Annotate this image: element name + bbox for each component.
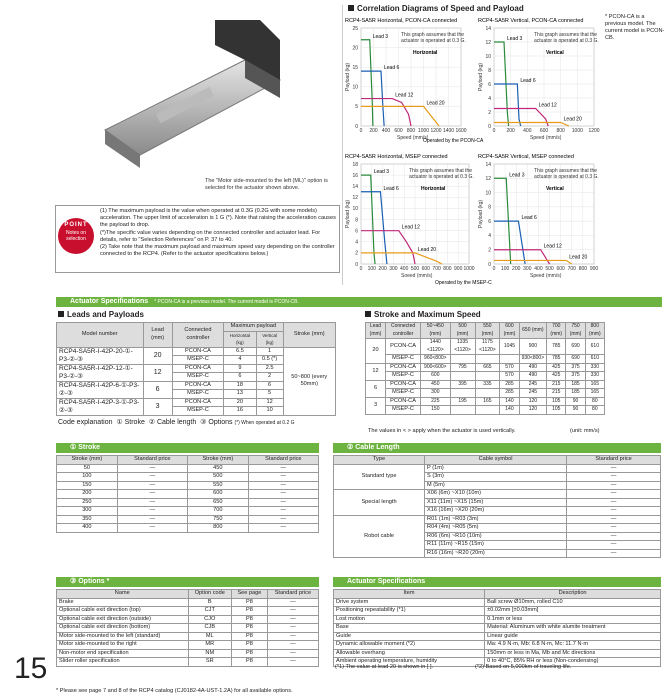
table-row: MSEP-C 16 10 bbox=[57, 407, 336, 416]
actuator-photo bbox=[95, 20, 300, 170]
y-tick-label: 6 bbox=[488, 218, 491, 225]
table-row: 150 — 550 — bbox=[57, 481, 319, 490]
table-row: Lost motion 0.1mm or less bbox=[334, 615, 661, 624]
note-2: (*)The specific value varies depending on the connected controller and actuator lead. For details, refer to "Selection References" on P. 37 to 40. bbox=[100, 229, 321, 243]
chart-title: RCP4-SA5R Vertical, PCON-CA connected bbox=[478, 18, 584, 24]
y-axis-label: Payload (kg) bbox=[478, 199, 484, 228]
y-tick-label: 8 bbox=[488, 204, 491, 211]
y-tick-label: 2 bbox=[488, 247, 491, 254]
y-axis-label: Payload (kg) bbox=[478, 62, 484, 91]
stroke-table: Stroke (mm) Standard price Stroke (mm) Standard price 50 — 450 — 100 — 500 — 150 — 550 — 200 — 600 — 250 — 650 — 300 — 700 — 350 — 750 — 400 — 800 — bbox=[56, 455, 319, 533]
x-tick-label: 700 bbox=[432, 266, 441, 272]
series-label: Lead 12 bbox=[538, 102, 557, 109]
x-tick-label: 1000 bbox=[463, 266, 475, 272]
table-row: Optional cable exit direction (top) CJT P8 — bbox=[57, 607, 319, 616]
x-axis-label: Speed (mm/s) bbox=[530, 135, 562, 141]
series-line bbox=[494, 109, 548, 127]
table-row: S (3m) — bbox=[334, 473, 661, 482]
operated-by-msep: Operated by the MSEP-C bbox=[435, 280, 492, 286]
specs-table: Item Description Drive system Ball screw Ø10mm, rolled C10 Positioning repeatability (*1) ±0.02mm [±0.03mm] Lost motion 0.1mm or less Base Material: Aluminum with white alumite treatment Guide Linear guide Dynamic allowable moment (*2) Ma: 4.9 N·m, Mb: 6.8 N·m, Mc: 11.7 N·m Allowable overhang 150mm or less in Ma, Mb and Mc directions Ambient operating temperature, humidity 0 to 40°C, 85% RH or less (Non-condensing) bbox=[333, 589, 661, 667]
page-number: 15 bbox=[14, 652, 48, 685]
options-table: Name Option code See page Standard price Brake B P8 — Optional cable exit direction (top) CJT P8 — Optional cable exit direction (outside) CJO P8 — Optional cable exit direction (bottom) CJB P8 — Motor side-mounted to the left (standard) ML P8 — Motor side-mounted to the right MR P8 — Non-motor end specification NM P8 — Slider roller specification SR P8 — bbox=[56, 589, 319, 667]
model-number: RCP4-SA5R-I-42P-3-①-P3-②-③ bbox=[57, 398, 144, 415]
y-axis-label: Payload (kg) bbox=[345, 199, 351, 228]
table-row: 12 PCON-CA 900<600> 795 665 570 490 425 375 330 bbox=[366, 363, 605, 372]
chart-note: This graph assumes that the bbox=[534, 168, 598, 174]
y-tick-label: 6 bbox=[488, 81, 491, 88]
table-row: R16 (16m) ~R20 (20m) — bbox=[334, 549, 661, 558]
x-tick-label: 800 bbox=[443, 266, 452, 272]
table-row: 400 — 800 — bbox=[57, 524, 319, 533]
table-row: RCP4-SA5R-I-42P-20-①-P3-②-③ 20 PCON-CA 6.5 1 50~800 (every 50mm) bbox=[57, 347, 336, 356]
y-tick-label: 2 bbox=[488, 109, 491, 116]
note-3: (2) Take note that the maximum payload and maximum speed vary depending on the controller connected to the RCP4. (Refer to the actuator specifications below.) bbox=[100, 244, 335, 258]
table-row: RCP4-SA5R-I-42P-6-①-P3-②-③ 6 PCON-CA 18 6 bbox=[57, 381, 336, 390]
y-tick-label: 10 bbox=[485, 53, 491, 60]
table-row: Allowable overhang 150mm or less in Ma, Mb and Mc directions bbox=[334, 649, 661, 658]
model-number: RCP4-SA5R-I-42P-12-①-P3-②-③ bbox=[57, 364, 144, 381]
x-tick-label: 600 bbox=[556, 266, 565, 272]
series-label: Lead 3 bbox=[372, 33, 389, 40]
table-row: MSEP-C 150 140 120 105 90 80 bbox=[366, 406, 605, 415]
correlation-heading: Correlation Diagrams of Speed and Payload bbox=[348, 4, 524, 13]
x-tick-label: 1200 bbox=[588, 128, 600, 134]
series-label: Lead 20 bbox=[569, 254, 588, 261]
stroke-speed-table: Lead (mm) Connected controller 50~450 (mm) 500 (mm) 550 (mm) 600 (mm) 650 (mm) 700 (mm) 750 (mm) 800 (mm) 20 PCON-CA 1440 <1120> 1335 <1120> 1175 <1120> 1045 900 785 690 610 MSEP-C 960<800> 930<800> 785 690 610 12 PCON-CA 900<600> 795 665 570 490 425 375 330 MSEP-C 600 570 490 425 375 330 6 PCON-CA 450 395 335 285 245 215 185 165 MSEP-C 300 285 245 215 185 165 3 PCON-CA 225 195 165 140 120 105 90 80 MSEP-C 150 140 120 105 90 80 bbox=[365, 322, 605, 415]
table-row: Motor side-mounted to the right MR P8 — bbox=[57, 641, 319, 650]
x-tick-label: 1400 bbox=[442, 128, 455, 134]
y-tick-label: 0 bbox=[355, 261, 358, 268]
x-tick-label: 600 bbox=[421, 266, 430, 272]
chart-note: actuator is operated at 0.3 G. bbox=[534, 38, 599, 44]
series-label: Lead 6 bbox=[521, 215, 537, 222]
y-tick-label: 12 bbox=[485, 39, 491, 46]
series-line bbox=[361, 231, 415, 264]
x-tick-label: 500 bbox=[410, 266, 420, 272]
table-row: X11 (11m) ~X15 (15m) — bbox=[334, 498, 661, 507]
series-line bbox=[494, 260, 572, 264]
series-label: Lead 6 bbox=[384, 65, 400, 72]
specs-note-1: (*1) The value at lead 20 is shown in [ ]. bbox=[335, 664, 434, 670]
series-label: Lead 3 bbox=[373, 169, 390, 176]
correlation-side-note: * PCON-CA is a previous model. The current model is PCON-CB. bbox=[605, 14, 665, 41]
x-tick-label: 0 bbox=[359, 266, 363, 272]
table-row: 3 PCON-CA 225 195 165 140 120 105 90 80 bbox=[366, 397, 605, 406]
x-tick-label: 900 bbox=[454, 266, 463, 272]
x-tick-label: 400 bbox=[400, 266, 409, 272]
x-tick-label: 0 bbox=[492, 266, 496, 272]
y-tick-label: 8 bbox=[488, 67, 491, 74]
point-sub: Notes on selection bbox=[65, 230, 86, 242]
y-tick-label: 20 bbox=[352, 45, 358, 52]
table-row: Motor side-mounted to the left (standard) ML P8 — bbox=[57, 632, 319, 641]
series-line bbox=[361, 40, 373, 126]
table-row: 350 — 750 — bbox=[57, 515, 319, 524]
x-tick-label: 200 bbox=[512, 266, 521, 272]
x-tick-label: 700 bbox=[567, 266, 576, 272]
table-row: 50 — 450 — bbox=[57, 464, 319, 473]
model-number: RCP4-SA5R-I-42P-20-①-P3-②-③ bbox=[57, 347, 144, 364]
y-tick-label: 25 bbox=[352, 25, 358, 32]
table-row: 250 — 650 — bbox=[57, 498, 319, 507]
x-tick-label: 300 bbox=[389, 266, 398, 272]
y-tick-label: 10 bbox=[485, 190, 491, 197]
chart-note: This graph assumes that the bbox=[409, 168, 473, 174]
chart-title: RCP4-SA5R Vertical, MSEP connected bbox=[478, 154, 574, 160]
table-row: MSEP-C 300 285 245 215 185 165 bbox=[366, 389, 605, 398]
footer-note: * Please see page 7 and 8 of the RCP4 catalog (CJ0182-4A-UST-1.2A) for all available options. bbox=[56, 688, 293, 694]
y-tick-label: 10 bbox=[352, 84, 358, 91]
x-tick-label: 100 bbox=[367, 266, 376, 272]
series-label: Lead 20 bbox=[426, 100, 445, 107]
y-tick-label: 5 bbox=[355, 104, 358, 111]
x-tick-label: 200 bbox=[378, 266, 387, 272]
table-row: R11 (11m) ~R15 (15m) — bbox=[334, 541, 661, 550]
y-tick-label: 10 bbox=[352, 206, 358, 213]
leads-payloads-heading: Leads and Payloads bbox=[58, 310, 144, 319]
x-axis-label: Soeed (mm/s) bbox=[401, 273, 433, 279]
table-row: RCP4-SA5R-I-42P-3-①-P3-②-③ 3 PCON-CA 20 12 bbox=[57, 398, 336, 407]
point-badge bbox=[58, 218, 94, 254]
series-line bbox=[494, 123, 569, 127]
notes-text bbox=[100, 208, 338, 258]
x-tick-label: 600 bbox=[539, 128, 549, 134]
x-tick-label: 300 bbox=[523, 266, 532, 272]
table-row: Slider roller specification SR P8 — bbox=[57, 658, 319, 667]
stroke-bar: ① Stroke bbox=[56, 443, 319, 453]
series-label: Lead 3 bbox=[507, 36, 523, 42]
point-label: POINT bbox=[64, 222, 88, 228]
table-row: 6 PCON-CA 450 395 335 285 245 215 185 165 bbox=[366, 380, 605, 389]
chart-orientation: Vertical bbox=[546, 50, 564, 56]
chart-note: actuator is operated at 0.3 G. bbox=[534, 174, 599, 180]
y-tick-label: 0 bbox=[488, 123, 491, 130]
x-axis-label: Speed (mm/s) bbox=[530, 273, 562, 279]
x-tick-label: 200 bbox=[506, 128, 515, 134]
x-tick-label: 0 bbox=[492, 128, 496, 134]
series-label: Lead 6 bbox=[383, 185, 399, 192]
x-tick-label: 100 bbox=[500, 266, 510, 272]
model-number: RCP4-SA5R-I-42P-6-①-P3-②-③ bbox=[57, 381, 144, 398]
x-tick-label: 400 bbox=[523, 128, 532, 134]
x-tick-label: 600 bbox=[394, 128, 403, 134]
series-label: Lead 12 bbox=[543, 243, 562, 250]
series-line bbox=[494, 250, 550, 264]
table-row: R04 (4m) ~R05 (5m) — bbox=[334, 524, 661, 533]
table-row: RCP4-SA5R-I-42P-12-①-P3-②-③ 12 PCON-CA 9 2.5 bbox=[57, 364, 336, 373]
table-row: Dynamic allowable moment (*2) Ma: 4.9 N·m, Mb: 6.8 N·m, Mc: 11.7 N·m bbox=[334, 641, 661, 650]
y-tick-label: 4 bbox=[355, 239, 358, 246]
stroke-speed-heading: Stroke and Maximum Speed bbox=[365, 310, 481, 319]
cable-bar: ② Cable Length bbox=[333, 443, 661, 453]
chart-note: actuator is operated at 0.3 G. bbox=[401, 38, 466, 44]
y-tick-label: 14 bbox=[352, 184, 358, 191]
y-tick-label: 14 bbox=[485, 25, 491, 32]
x-tick-label: 200 bbox=[369, 128, 378, 134]
y-tick-label: 12 bbox=[352, 195, 358, 202]
table-row: 300 — 700 — bbox=[57, 507, 319, 516]
x-tick-label: 800 bbox=[406, 128, 416, 134]
y-tick-label: 2 bbox=[355, 250, 358, 257]
table-row: Guide Linear guide bbox=[334, 632, 661, 641]
table-row: Ambient operating temperature, humidity 0 to 40°C, 85% RH or less (Non-condensing) bbox=[334, 658, 661, 667]
table-row: Drive system Ball screw Ø10mm, rolled C10 bbox=[334, 598, 661, 607]
table-row: 200 — 600 — bbox=[57, 490, 319, 499]
table-row: 100 — 500 — bbox=[57, 473, 319, 482]
x-tick-label: 1600 bbox=[455, 128, 467, 134]
note-1: (1) The maximum payload is the value when operated at 0.3G (0.2G with some models) acceleration. The upper limit of acceleration is 1 G (*). Note that raising the acceleration causes the payload to drop. bbox=[100, 208, 336, 229]
table-row: R06 (6m) ~R10 (10m) — bbox=[334, 532, 661, 541]
table-row: Base Material: Aluminum with white alumite treatment bbox=[334, 624, 661, 633]
table-row: Brake B P8 — bbox=[57, 598, 319, 607]
correlation-charts bbox=[343, 14, 605, 286]
actuator-specs-bar: Actuator Specifications * PCON-CA is a previous model. The current model is PCON-CB. bbox=[56, 297, 662, 307]
y-tick-label: 0 bbox=[355, 123, 358, 130]
y-tick-label: 4 bbox=[488, 233, 491, 240]
y-tick-label: 0 bbox=[488, 261, 491, 268]
x-tick-label: 400 bbox=[381, 128, 391, 134]
photo-caption: The "Motor side-mounted to the left (ML)" option is selected for the actuator shown above. bbox=[205, 178, 328, 191]
chart-orientation: Horizontal bbox=[413, 50, 438, 56]
x-axis-label: Speed (mm/s) bbox=[397, 135, 429, 141]
x-tick-label: 800 bbox=[578, 266, 588, 272]
y-tick-label: 8 bbox=[355, 217, 358, 224]
x-tick-label: 0 bbox=[359, 128, 363, 134]
y-tick-label: 14 bbox=[485, 161, 491, 168]
x-tick-label: 1000 bbox=[417, 128, 430, 134]
table-row: Optional cable exit direction (outside) CJO P8 — bbox=[57, 615, 319, 624]
table-row: Optional cable exit direction (bottom) CJB P8 — bbox=[57, 624, 319, 633]
chart-orientation: Horizontal bbox=[421, 186, 446, 192]
table-row: MSEP-C 13 5 bbox=[57, 390, 336, 399]
table-row: MSEP-C 6 2 bbox=[57, 373, 336, 382]
y-tick-label: 4 bbox=[488, 95, 491, 102]
y-tick-label: 6 bbox=[355, 228, 358, 235]
chart-note: This graph assumes that the bbox=[534, 32, 598, 38]
operated-by-pcon: Operated by the PCON-CA bbox=[423, 138, 484, 144]
options-bar: ③ Options * bbox=[56, 577, 319, 587]
specs-note-2: (*2) Based on 5,000km of traveling life. bbox=[475, 664, 572, 670]
series-label: Lead 20 bbox=[418, 246, 437, 253]
x-tick-label: 400 bbox=[534, 266, 543, 272]
chart-title: RCP4-SA5R Horizontal, PCON-CA connected bbox=[345, 18, 458, 24]
x-tick-label: 800 bbox=[556, 128, 565, 134]
cable-table: Type Cable symbol Standard price Standard type P (1m) — S (3m) — M (5m) — Special length X06 (6m) ~X10 (10m) — X11 (11m) ~X15 (15m) — X16 (16m) ~X20 (20m) — Robot cable R01 (1m) ~R03 (3m) — R04 (4m) ~R05 (5m) — R06 (6m) ~R10 (10m) — R11 (11m) ~R15 (15m) — R16 (16m) ~R20 (20m) — bbox=[333, 455, 661, 558]
x-tick-label: 1200 bbox=[430, 128, 442, 134]
y-tick-label: 12 bbox=[485, 176, 491, 183]
table-row: Positioning repeatability (*1) ±0.02mm [±0.03mm] bbox=[334, 607, 661, 616]
chart-note: actuator is operated at 0.3 G. bbox=[409, 174, 474, 180]
table-row: Non-motor end specification NM P8 — bbox=[57, 649, 319, 658]
series-label: Lead 12 bbox=[401, 224, 420, 231]
x-tick-label: 1000 bbox=[571, 128, 583, 134]
leads-payloads-table: Model number Lead (mm) Connected controller Maximum payload Stroke (mm) Horizontal (kg) Vertical (kg) RCP4-SA5R-I-42P-20-①-P3-②-③ 20 PCON-CA 6.5 1 50~800 (every 50mm) MSEP-C 4 0.5 (*) RCP4-SA5R-I-42P-12-①-P3-②-③ 12 PCON-CA 9 2.5 MSEP-C 6 2 RCP4-SA5R-I-42P-6-①-P3-②-③ 6 PCON-CA 18 6 MSEP-C 13 5 RCP4-SA5R-I-42P-3-①-P3-②-③ 3 PCON-CA 20 12 MSEP-C 16 10 bbox=[56, 322, 336, 416]
table-row: MSEP-C 600 570 490 425 375 330 bbox=[366, 372, 605, 381]
table-row: MSEP-C 960<800> 930<800> 785 690 610 bbox=[366, 355, 605, 364]
x-tick-label: 500 bbox=[545, 266, 554, 272]
x-tick-label: 900 bbox=[589, 266, 599, 272]
table-row: Special length X06 (6m) ~X10 (10m) — bbox=[334, 490, 661, 499]
stroke-speed-note: The values in < > apply when the actuator is used vertically. bbox=[368, 428, 516, 434]
table-row: X16 (16m) ~X20 (20m) — bbox=[334, 507, 661, 516]
table-row: Robot cable R01 (1m) ~R03 (3m) — bbox=[334, 515, 661, 524]
series-line bbox=[361, 253, 442, 264]
series-label: Lead 3 bbox=[509, 172, 525, 179]
y-axis-label: Payload (kg) bbox=[345, 62, 351, 91]
series-label: Lead 12 bbox=[395, 92, 414, 99]
stroke-speed-unit: (unit: mm/s) bbox=[570, 428, 600, 434]
specs-bar: Actuator Specifications bbox=[333, 577, 661, 587]
table-row: M (5m) — bbox=[334, 481, 661, 490]
stroke-range: 50~800 (every 50mm) bbox=[283, 347, 335, 415]
y-tick-label: 18 bbox=[352, 161, 358, 168]
table-row: MSEP-C 4 0.5 (*) bbox=[57, 356, 336, 365]
series-label: Lead 6 bbox=[520, 78, 536, 84]
table-row: 20 PCON-CA 1440 <1120> 1335 <1120> 1175 <1120> 1045 900 785 690 610 bbox=[366, 339, 605, 355]
table-row: Standard type P (1m) — bbox=[334, 464, 661, 473]
chart-orientation: Vertical bbox=[546, 186, 564, 192]
chart-title: RCP4-SA5R Horizontal, MSEP connected bbox=[345, 154, 448, 160]
y-tick-label: 15 bbox=[352, 65, 358, 71]
chart-note: This graph assumes that the bbox=[401, 32, 465, 38]
y-tick-label: 16 bbox=[352, 172, 358, 179]
code-explanation: Code explanation ① Stroke ② Cable length ③ Options (*) When operated at 0.2 G bbox=[58, 419, 295, 426]
series-label: Lead 20 bbox=[563, 116, 582, 123]
